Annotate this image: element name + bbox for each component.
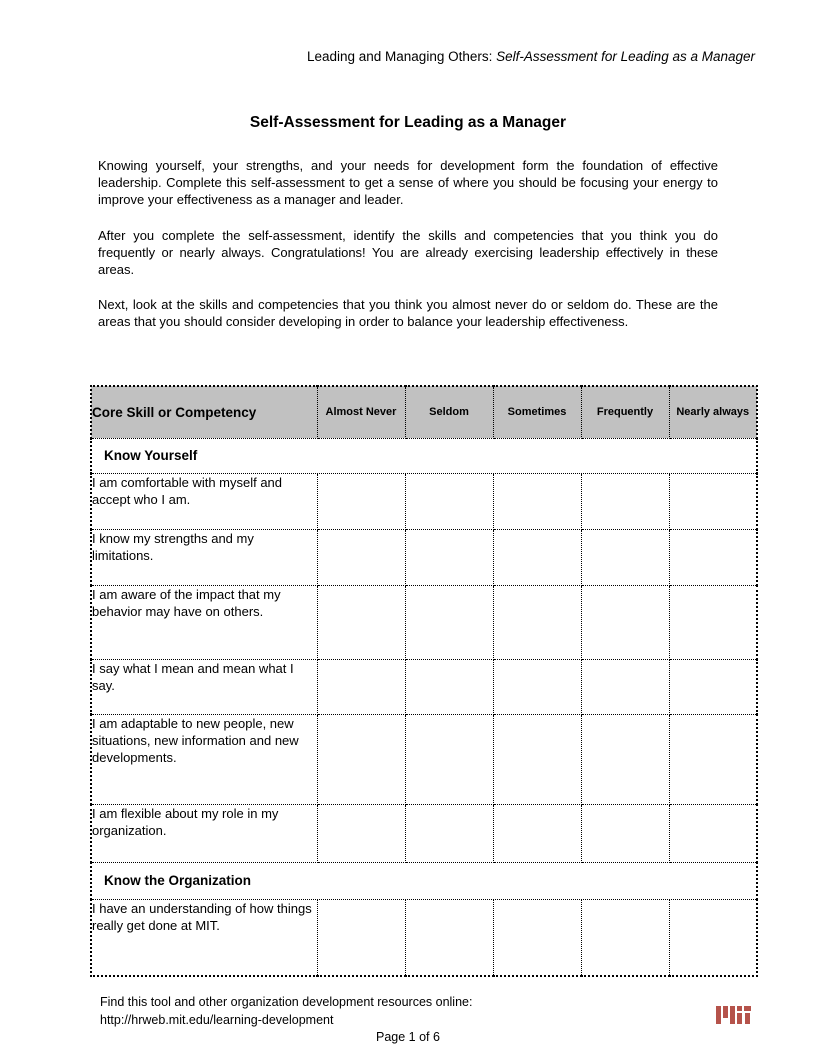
rating-cell[interactable] xyxy=(669,585,757,659)
rating-cell[interactable] xyxy=(405,714,493,804)
rating-cell[interactable] xyxy=(405,804,493,862)
rating-cell[interactable] xyxy=(581,804,669,862)
column-header-nearly-always: Nearly always xyxy=(669,386,757,438)
section-label: Know Yourself xyxy=(91,438,757,473)
table-row xyxy=(91,529,757,585)
rating-cell[interactable] xyxy=(493,473,581,529)
rating-cell[interactable] xyxy=(581,585,669,659)
rating-cell[interactable] xyxy=(581,529,669,585)
table-row xyxy=(91,585,757,659)
table-header-row xyxy=(91,386,757,438)
rating-cell[interactable] xyxy=(669,899,757,976)
rating-cell[interactable] xyxy=(669,714,757,804)
footer-resources xyxy=(100,994,472,1029)
rating-cell[interactable] xyxy=(669,473,757,529)
rating-cell[interactable] xyxy=(317,714,405,804)
section-row-know-yourself xyxy=(91,438,757,473)
rating-cell[interactable] xyxy=(493,899,581,976)
table-row xyxy=(91,659,757,714)
rating-cell[interactable] xyxy=(581,659,669,714)
page-title: Self-Assessment for Leading as a Manager xyxy=(249,114,567,131)
footer-resources-url: http://hrweb.mit.edu/learning-development xyxy=(100,1012,334,1027)
mit-logo-bar xyxy=(737,1006,742,1011)
section-label: Know the Organization xyxy=(91,862,757,899)
rating-cell[interactable] xyxy=(405,659,493,714)
column-header-almost-never: Almost Never xyxy=(317,386,405,438)
rating-cell[interactable] xyxy=(669,659,757,714)
rating-cell[interactable] xyxy=(405,899,493,976)
page-number: Page 1 of 6 xyxy=(376,1030,440,1044)
rating-cell[interactable] xyxy=(493,585,581,659)
mit-logo xyxy=(716,1006,751,1024)
table-row xyxy=(91,473,757,529)
skill-statement: I am adaptable to new people, new situations, new information and new developments. xyxy=(91,714,317,804)
rating-cell[interactable] xyxy=(581,714,669,804)
mit-logo-bar xyxy=(745,1013,750,1024)
rating-cell[interactable] xyxy=(581,899,669,976)
rating-cell[interactable] xyxy=(317,585,405,659)
rating-cell[interactable] xyxy=(317,804,405,862)
skill-statement: I am aware of the impact that my behavior may have on others. xyxy=(91,585,317,659)
rating-cell[interactable] xyxy=(405,529,493,585)
mit-logo-bar xyxy=(723,1006,728,1018)
intro-paragraph-2: After you complete the self-assessment, identify the skills and competencies that you think you do frequently or nearly always. Congratulations! You are already exercising leadership effectively in these areas. xyxy=(98,228,718,278)
column-header-skill: Core Skill or Competency xyxy=(91,386,317,438)
running-header-doc-name: Self-Assessment for Leading as a Manager xyxy=(496,49,755,64)
rating-cell[interactable] xyxy=(317,473,405,529)
table-row xyxy=(91,899,757,976)
rating-cell[interactable] xyxy=(405,585,493,659)
rating-cell[interactable] xyxy=(669,529,757,585)
assessment-table xyxy=(90,385,758,977)
column-header-seldom: Seldom xyxy=(405,386,493,438)
skill-statement: I say what I mean and mean what I say. xyxy=(91,659,317,714)
running-header-course: Leading and Managing Others: xyxy=(306,49,497,64)
table-row xyxy=(91,804,757,862)
column-header-frequently: Frequently xyxy=(581,386,669,438)
column-header-sometimes: Sometimes xyxy=(493,386,581,438)
mit-logo-bar xyxy=(730,1006,735,1024)
rating-cell[interactable] xyxy=(405,473,493,529)
rating-cell[interactable] xyxy=(493,529,581,585)
mit-logo-bar xyxy=(737,1013,742,1024)
intro-paragraph-3: Next, look at the skills and competencies that you think you almost never do or seldom do. These are the areas that you should consider developing in order to balance your leadership effectiveness. xyxy=(98,297,718,330)
skill-statement: I am flexible about my role in my organization. xyxy=(91,804,317,862)
skill-statement: I know my strengths and my limitations. xyxy=(91,529,317,585)
mit-logo-bar xyxy=(716,1006,721,1024)
mit-logo-bar xyxy=(744,1006,751,1011)
rating-cell[interactable] xyxy=(493,804,581,862)
rating-cell[interactable] xyxy=(317,529,405,585)
table-row xyxy=(91,714,757,804)
rating-cell[interactable] xyxy=(493,659,581,714)
rating-cell[interactable] xyxy=(581,473,669,529)
rating-cell[interactable] xyxy=(493,714,581,804)
rating-cell[interactable] xyxy=(317,659,405,714)
running-header xyxy=(0,49,755,65)
intro-paragraph-1: Knowing yourself, your strengths, and your needs for development form the foundation of effective leadership. Complete this self-assessment to get a sense of where you should be focusing your energy to improve your effectiveness as a manager and leader. xyxy=(98,158,718,208)
footer-resources-line1: Find this tool and other organization development resources online: xyxy=(100,995,473,1009)
rating-cell[interactable] xyxy=(317,899,405,976)
skill-statement: I have an understanding of how things really get done at MIT. xyxy=(91,899,317,976)
rating-cell[interactable] xyxy=(669,804,757,862)
skill-statement: I am comfortable with myself and accept who I am. xyxy=(91,473,317,529)
section-row-know-the-organization xyxy=(91,862,757,899)
